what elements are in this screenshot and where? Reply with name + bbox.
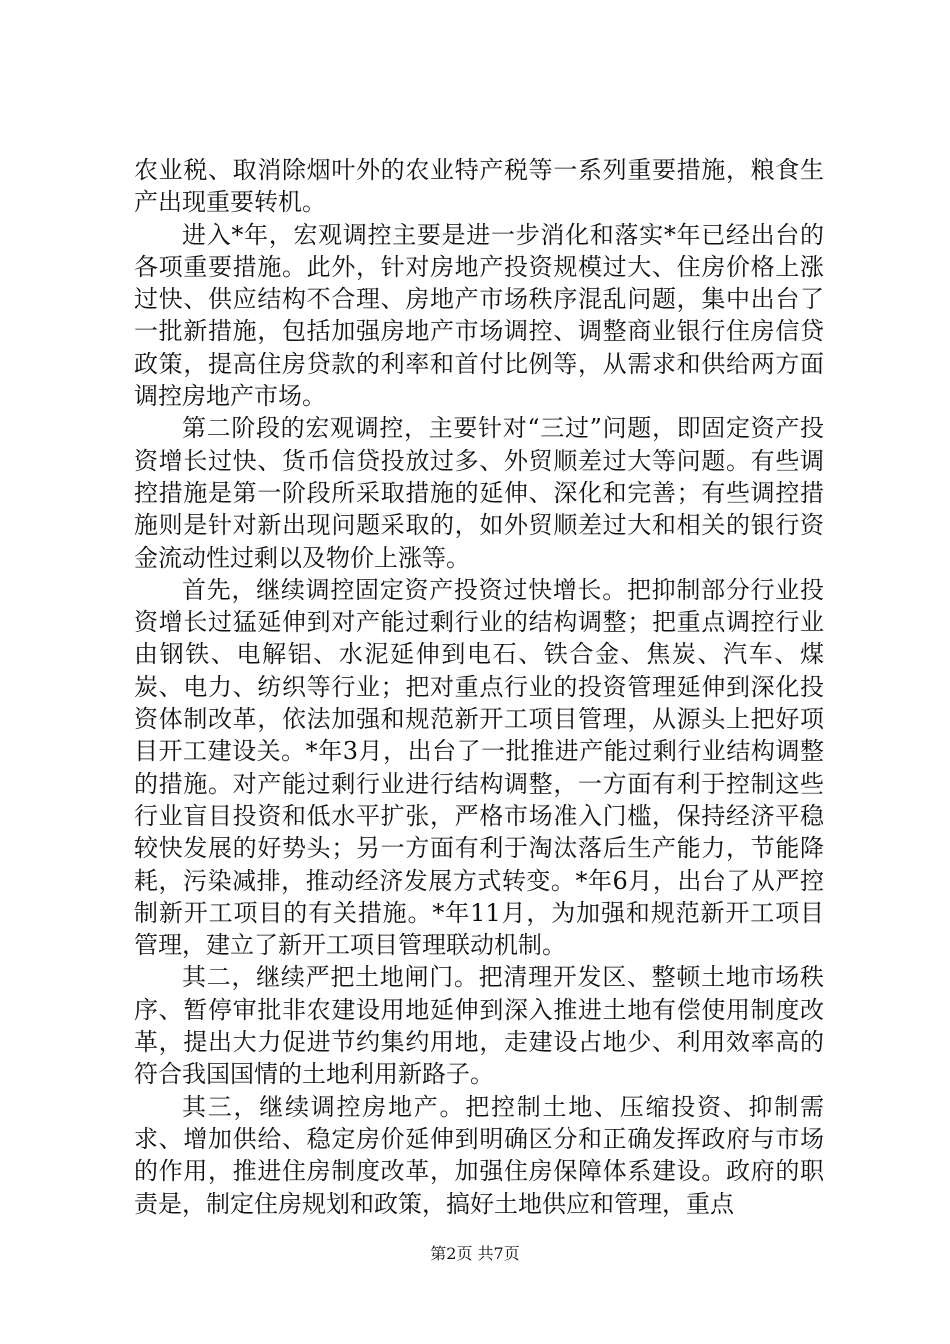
paragraph-3: 第二阶段的宏观调控，主要针对“三过”问题，即固定资产投资增长过快、货币信贷投放过多、外贸顺差过大等问题。有些调控措施是第一阶段所采取措施的延伸、深化和完善；有些调控措施则是针对新出现问题采取的，如外贸顺差过大和相关的银行资金流动性过剩以及物价上涨等。 [134, 414, 824, 572]
paragraph-2: 进入*年，宏观调控主要是进一步消化和落实*年已经出台的各项重要措施。此外，针对房地产投资规模过大、住房价格上涨过快、供应结构不合理、房地产市场秩序混乱问题，集中出台了一批新措施，包括加强房地产市场调控、调整商业银行住房信贷政策，提高住房贷款的利率和首付比例等，从需求和供给两方面调控房地产市场。 [134, 220, 824, 411]
paragraph-5: 其二，继续严把土地闸门。把清理开发区、整顿土地市场秩序、暂停审批非农建设用地延伸到深入推进土地有偿使用制度改革，提出大力促进节约集约用地，走建设占地少、利用效率高的符合我国国情的土地利用新路子。 [134, 963, 824, 1089]
document-body [134, 154, 824, 1220]
page-footer [0, 1244, 950, 1264]
paragraph-1: 农业税、取消除烟叶外的农业特产税等一系列重要措施，粮食生产出现重要转机。 [134, 156, 824, 217]
paragraph-4: 首先，继续调控固定资产投资过快增长。把抑制部分行业投资增长过猛延伸到对产能过剩行业的结构调整；把重点调控行业由钢铁、电解铝、水泥延伸到电石、铁合金、焦炭、汽车、煤炭、电力、纺织等行业；把对重点行业的投资管理延伸到深化投资体制改革，依法加强和规范新开工项目管理，从源头上把好项目开工建设关。*年3月，出台了一批推进产能过剩行业结构调整的措施。对产能过剩行业进行结构调整，一方面有利于控制这些行业盲目投资和低水平扩张，严格市场准入门槛，保持经济平稳较快发展的好势头；另一方面有利于淘汰落后生产能力，节能降耗，污染减排，推动经济发展方式转变。*年6月，出台了从严控制新开工项目的有关措施。*年11月，为加强和规范新开工项目管理，建立了新开工项目管理联动机制。 [134, 575, 824, 960]
paragraph-6: 其三，继续调控房地产。把控制土地、压缩投资、抑制需求、增加供给、稳定房价延伸到明确区分和正确发挥政府与市场的作用，推进住房制度改革，加强住房保障体系建设。政府的职责是，制定住房规划和政策，搞好土地供应和管理，重点 [134, 1092, 824, 1218]
page-number-label: 第2页 共7页 [430, 1244, 520, 1263]
